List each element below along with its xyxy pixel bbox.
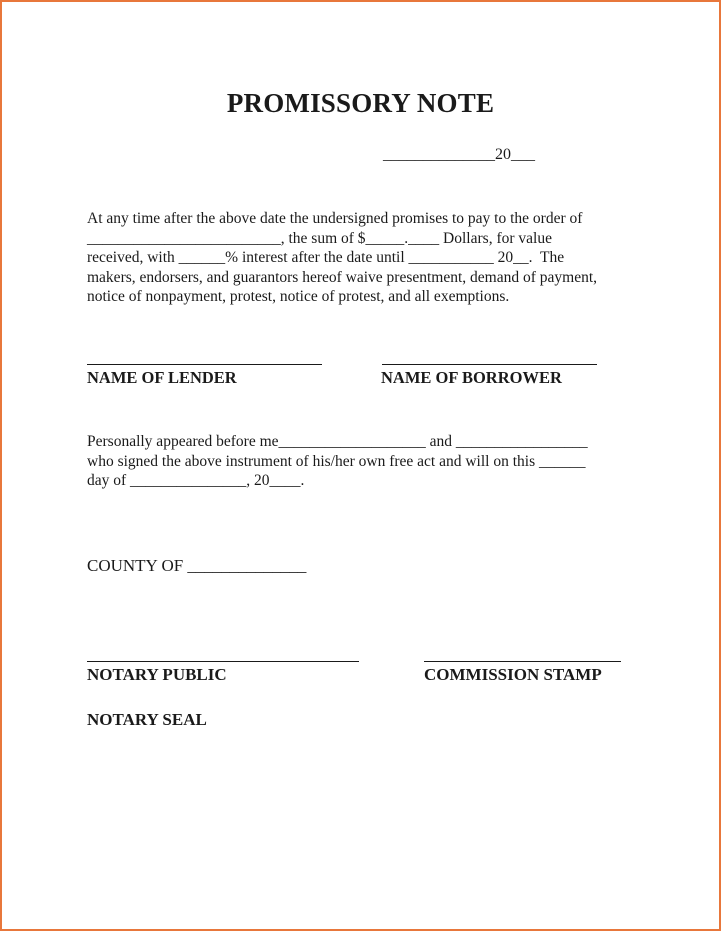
notary-signature-line — [87, 661, 359, 662]
notary-seal-label: NOTARY SEAL — [87, 710, 207, 729]
document-title: PROMISSORY NOTE — [226, 88, 495, 118]
lender-label: NAME OF LENDER — [87, 368, 237, 387]
notary-line: Personally appeared before me___________________ and _________________ — [87, 433, 588, 450]
body-line: At any time after the above date the undersigned promises to pay to the order of — [87, 210, 583, 227]
date-line: ______________20___ — [383, 146, 535, 163]
lender-signature-line — [87, 364, 322, 365]
notary-line: day of _______________, 20____. — [87, 472, 305, 490]
body-line: received, with ______% interest after the date until ___________ 20__. The — [87, 249, 565, 267]
borrower-label: NAME OF BORROWER — [381, 368, 562, 387]
notary-public-label: NOTARY PUBLIC — [87, 665, 227, 684]
note-body-paragraph — [87, 209, 635, 307]
county-field: COUNTY OF ______________ — [87, 556, 307, 575]
body-line: _________________________, the sum of $_____.____ Dollars, for value — [87, 229, 552, 247]
commission-stamp-line — [424, 661, 621, 662]
commission-stamp-label: COMMISSION STAMP — [424, 665, 602, 684]
borrower-signature-line — [382, 364, 597, 365]
notary-line: who signed the above instrument of his/her own free act and will on this ______ — [87, 452, 586, 470]
body-line: notice of nonpayment, protest, notice of protest, and all exemptions. — [87, 288, 510, 306]
notary-acknowledgment-paragraph — [87, 432, 635, 491]
body-line: makers, endorsers, and guarantors hereof waive presentment, demand of payment, — [87, 268, 598, 286]
